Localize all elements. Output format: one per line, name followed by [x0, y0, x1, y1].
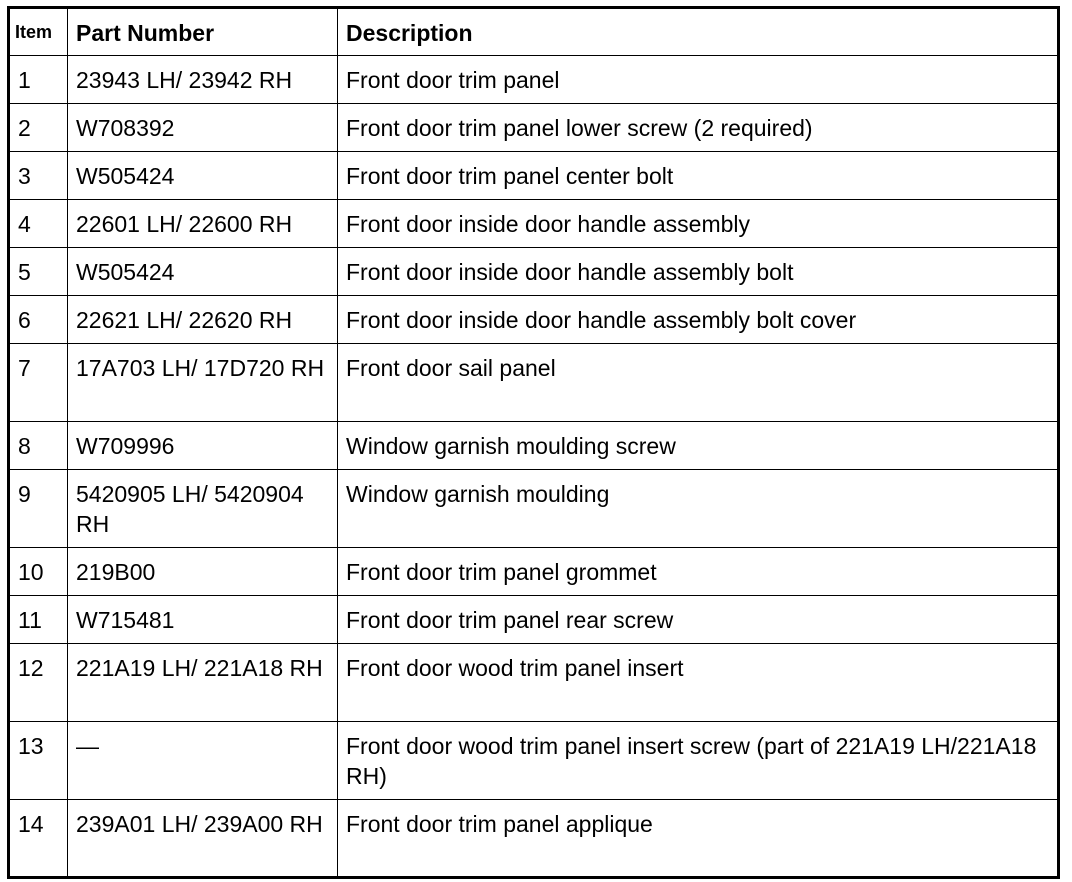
part-number-cell: 219B00	[68, 548, 338, 596]
item-cell: 13	[9, 722, 68, 800]
description-cell: Front door wood trim panel insert	[338, 644, 1059, 722]
part-number-cell: W715481	[68, 596, 338, 644]
description-cell: Front door trim panel applique	[338, 800, 1059, 878]
item-cell: 8	[9, 422, 68, 470]
part-number-cell: 5420905 LH/ 5420904 RH	[68, 470, 338, 548]
description-cell: Front door inside door handle assembly bolt cover	[338, 296, 1059, 344]
table-header-row	[9, 8, 1059, 56]
description-cell: Front door trim panel center bolt	[338, 152, 1059, 200]
part-number-cell: 22601 LH/ 22600 RH	[68, 200, 338, 248]
item-cell: 14	[9, 800, 68, 878]
table-row	[9, 56, 1059, 104]
table-row	[9, 722, 1059, 800]
part-number-cell: 239A01 LH/ 239A00 RH	[68, 800, 338, 878]
table-row	[9, 296, 1059, 344]
table-row	[9, 344, 1059, 422]
table-row	[9, 470, 1059, 548]
description-cell: Front door inside door handle assembly	[338, 200, 1059, 248]
part-number-cell: W505424	[68, 248, 338, 296]
item-cell: 11	[9, 596, 68, 644]
part-number-cell: 23943 LH/ 23942 RH	[68, 56, 338, 104]
parts-table	[7, 6, 1060, 879]
item-cell: 12	[9, 644, 68, 722]
table-row	[9, 644, 1059, 722]
description-cell: Window garnish moulding	[338, 470, 1059, 548]
description-cell: Front door sail panel	[338, 344, 1059, 422]
description-cell: Front door trim panel	[338, 56, 1059, 104]
part-number-cell: W708392	[68, 104, 338, 152]
description-cell: Front door wood trim panel insert screw (part of 221A19 LH/221A18 RH)	[338, 722, 1059, 800]
header-item: Item	[9, 8, 68, 56]
item-cell: 2	[9, 104, 68, 152]
item-cell: 9	[9, 470, 68, 548]
table-row	[9, 104, 1059, 152]
item-cell: 7	[9, 344, 68, 422]
item-cell: 4	[9, 200, 68, 248]
item-cell: 1	[9, 56, 68, 104]
item-cell: 10	[9, 548, 68, 596]
part-number-cell: 221A19 LH/ 221A18 RH	[68, 644, 338, 722]
header-description: Description	[338, 8, 1059, 56]
table-row	[9, 596, 1059, 644]
table-row	[9, 422, 1059, 470]
description-cell: Front door trim panel rear screw	[338, 596, 1059, 644]
header-part-number: Part Number	[68, 8, 338, 56]
item-cell: 5	[9, 248, 68, 296]
part-number-cell: 17A703 LH/ 17D720 RH	[68, 344, 338, 422]
item-cell: 6	[9, 296, 68, 344]
table-row	[9, 152, 1059, 200]
part-number-cell: 22621 LH/ 22620 RH	[68, 296, 338, 344]
description-cell: Front door inside door handle assembly bolt	[338, 248, 1059, 296]
table-row	[9, 800, 1059, 878]
description-cell: Front door trim panel lower screw (2 required)	[338, 104, 1059, 152]
part-number-cell: W709996	[68, 422, 338, 470]
table-row	[9, 248, 1059, 296]
part-number-cell: —	[68, 722, 338, 800]
description-cell: Front door trim panel grommet	[338, 548, 1059, 596]
table-row	[9, 200, 1059, 248]
item-cell: 3	[9, 152, 68, 200]
part-number-cell: W505424	[68, 152, 338, 200]
table-row	[9, 548, 1059, 596]
description-cell: Window garnish moulding screw	[338, 422, 1059, 470]
